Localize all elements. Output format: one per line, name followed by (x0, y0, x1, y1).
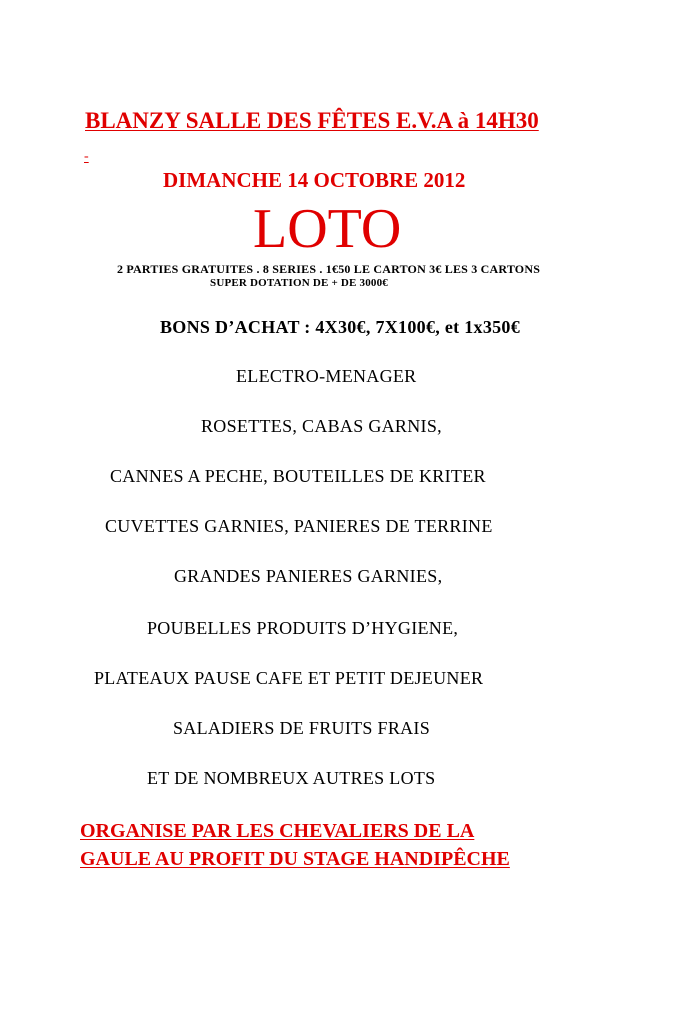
prize-item: POUBELLES PRODUITS D’HYGIENE, (147, 618, 459, 638)
organiser-line-2: GAULE AU PROFIT DU STAGE HANDIPÊCHE (80, 848, 510, 870)
event-date: DIMANCHE 14 OCTOBRE 2012 (163, 168, 466, 192)
venue-title: BLANZY SALLE DES FÊTES E.V.A à 14H30 (85, 108, 539, 133)
prize-item: CUVETTES GARNIES, PANIERES DE TERRINE (105, 516, 493, 536)
prize-item: ET DE NOMBREUX AUTRES LOTS (147, 768, 436, 788)
stray-dash: - (84, 149, 89, 164)
prize-item: ELECTRO-MENAGER (236, 366, 417, 386)
prize-item: SALADIERS DE FRUITS FRAIS (173, 718, 431, 738)
organiser-line-1: ORGANISE PAR LES CHEVALIERS DE LA (80, 820, 475, 842)
prize-item: BONS D’ACHAT : 4X30€, 7X100€, et 1x350€ (160, 317, 521, 337)
info-line-2: SUPER DOTATION DE + DE 3000€ (210, 277, 389, 289)
prize-item: CANNES A PECHE, BOUTEILLES DE KRITER (110, 466, 486, 486)
prize-item: GRANDES PANIERES GARNIES, (174, 566, 443, 586)
info-line-1: 2 PARTIES GRATUITES . 8 SERIES . 1€50 LE CARTON 3€ LES 3 CARTONS (117, 262, 541, 276)
main-title: LOTO (253, 198, 402, 260)
prize-item: ROSETTES, CABAS GARNIS, (201, 416, 442, 436)
prize-item: PLATEAUX PAUSE CAFE ET PETIT DEJEUNER (94, 668, 484, 688)
